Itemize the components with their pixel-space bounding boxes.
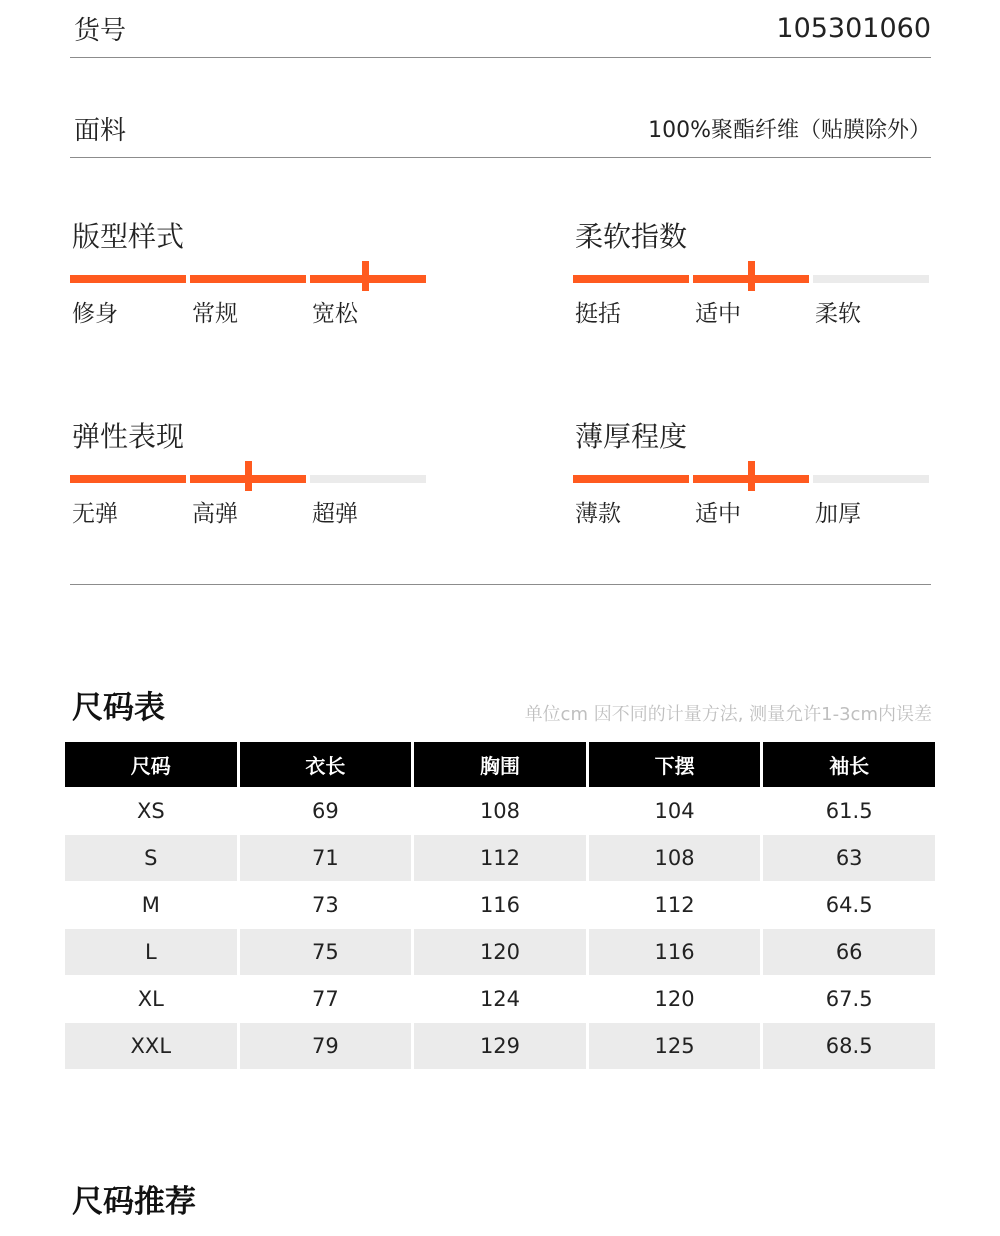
table-cell: 108: [589, 834, 761, 881]
table-row: [65, 834, 935, 881]
size-table-header-cell: 袖长: [763, 740, 935, 787]
fabric-row: [70, 100, 931, 158]
table-cell: 71: [240, 834, 412, 881]
fit-scale-bars: [70, 275, 430, 283]
table-row: [65, 1022, 935, 1069]
table-cell: 61.5: [763, 787, 935, 834]
thickness-scale-title: 薄厚程度: [575, 420, 688, 453]
table-cell: 116: [414, 881, 586, 928]
thickness-scale-marker: [748, 461, 755, 491]
table-cell: 120: [589, 975, 761, 1022]
softness-scale-labels: [573, 295, 933, 325]
table-cell: 67.5: [763, 975, 935, 1022]
size-table-header-cell: 尺码: [65, 740, 237, 787]
size-table-header-cell: 衣长: [240, 740, 412, 787]
table-cell: XS: [65, 787, 237, 834]
thickness-scale-segment: [813, 475, 929, 483]
table-cell: L: [65, 928, 237, 975]
size-recommend-title: 尺码推荐: [72, 1184, 196, 1220]
elasticity-scale-label: 无弹: [72, 501, 118, 527]
size-table: [62, 740, 938, 1069]
item-number-row: [70, 0, 931, 58]
size-table-title: 尺码表: [72, 690, 165, 726]
thickness-scale-segment: [573, 475, 689, 483]
table-cell: 108: [414, 787, 586, 834]
table-cell: 73: [240, 881, 412, 928]
elasticity-scale-label: 超弹: [312, 501, 358, 527]
size-table-header-cell: 下摆: [589, 740, 761, 787]
table-cell: 120: [414, 928, 586, 975]
table-cell: 112: [414, 834, 586, 881]
thickness-scale-label: 薄款: [575, 501, 621, 527]
softness-scale-marker: [748, 261, 755, 291]
softness-scale-bars: [573, 275, 933, 283]
table-row: [65, 975, 935, 1022]
fit-scale-segment: [70, 275, 186, 283]
table-cell: 75: [240, 928, 412, 975]
table-cell: M: [65, 881, 237, 928]
table-cell: 116: [589, 928, 761, 975]
elasticity-scale-marker: [245, 461, 252, 491]
fit-scale-segment: [190, 275, 306, 283]
fabric-value: 100%聚酯纤维（贴膜除外）: [648, 118, 931, 143]
softness-scale-segment: [573, 275, 689, 283]
elasticity-scale-labels: [70, 495, 430, 525]
table-cell: XL: [65, 975, 237, 1022]
fit-scale-title: 版型样式: [72, 220, 185, 253]
table-cell: 104: [589, 787, 761, 834]
table-cell: 63: [763, 834, 935, 881]
elasticity-scale-title: 弹性表现: [72, 420, 185, 453]
table-cell: 112: [589, 881, 761, 928]
fit-scale-label: 修身: [72, 301, 118, 327]
thickness-scale-label: 加厚: [815, 501, 861, 527]
table-cell: 68.5: [763, 1022, 935, 1069]
fit-scale-label: 宽松: [312, 301, 358, 327]
table-cell: XXL: [65, 1022, 237, 1069]
table-cell: 79: [240, 1022, 412, 1069]
thickness-scale: [573, 415, 933, 535]
softness-scale-label: 挺括: [575, 301, 621, 327]
table-row: [65, 881, 935, 928]
fit-scale-label: 常规: [192, 301, 238, 327]
thickness-scale-bars: [573, 475, 933, 483]
elasticity-scale-bars: [70, 475, 430, 483]
measurement-note: 单位cm 因不同的计量方法, 测量允许1-3cm内误差: [524, 704, 932, 725]
table-row: [65, 787, 935, 834]
softness-scale-segment: [813, 275, 929, 283]
fit-scale-marker: [362, 261, 369, 291]
table-cell: 66: [763, 928, 935, 975]
softness-scale-label: 柔软: [815, 301, 861, 327]
size-table-body: [65, 787, 935, 1069]
table-cell: 124: [414, 975, 586, 1022]
table-cell: 129: [414, 1022, 586, 1069]
softness-scale-label: 适中: [695, 301, 741, 327]
softness-scale-title: 柔软指数: [575, 220, 688, 253]
elasticity-scale-segment: [70, 475, 186, 483]
item-number-value: 105301060: [776, 13, 931, 44]
size-table-header-cell: 胸围: [414, 740, 586, 787]
table-cell: 77: [240, 975, 412, 1022]
table-cell: 125: [589, 1022, 761, 1069]
elasticity-scale-segment: [310, 475, 426, 483]
table-cell: 69: [240, 787, 412, 834]
fabric-label: 面料: [74, 116, 127, 146]
elasticity-scale: [70, 415, 430, 535]
elasticity-scale-label: 高弹: [192, 501, 238, 527]
fit-scale: [70, 215, 430, 335]
table-row: [65, 928, 935, 975]
thickness-scale-labels: [573, 495, 933, 525]
thickness-scale-label: 适中: [695, 501, 741, 527]
size-table-header: [65, 740, 935, 787]
section-divider: [70, 584, 931, 585]
fit-scale-labels: [70, 295, 430, 325]
item-number-label: 货号: [74, 16, 127, 46]
table-cell: 64.5: [763, 881, 935, 928]
softness-scale: [573, 215, 933, 335]
table-cell: S: [65, 834, 237, 881]
